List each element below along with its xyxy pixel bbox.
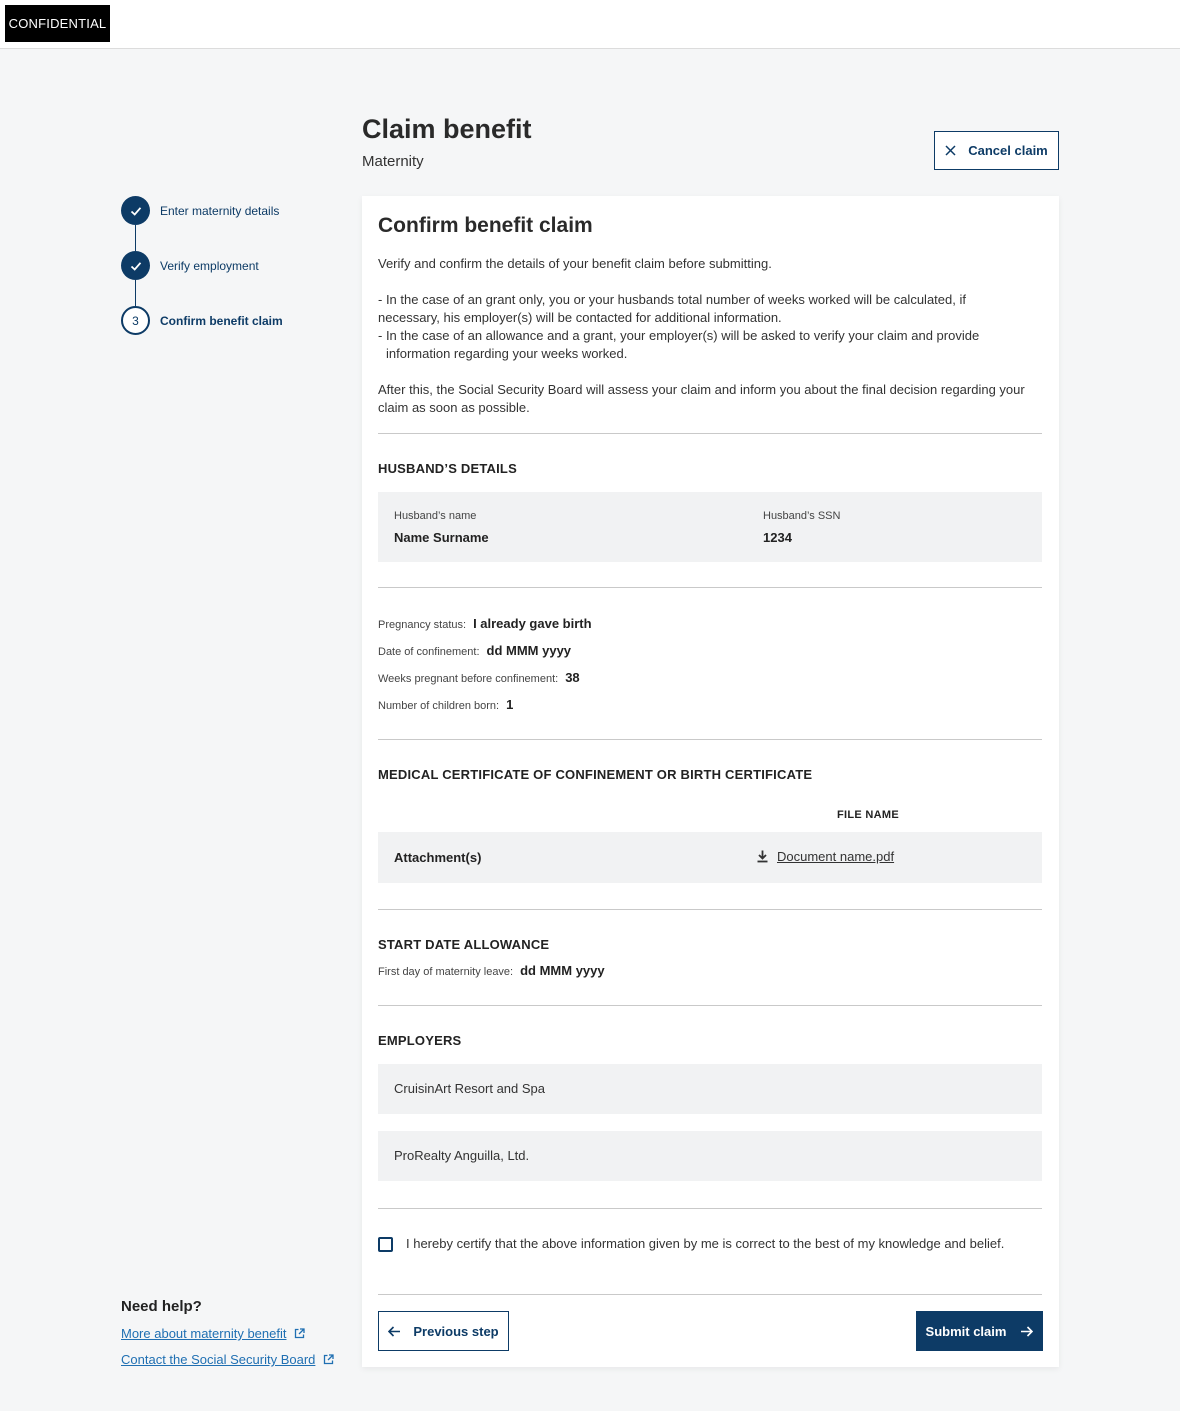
children-born-label: Number of children born: [378, 700, 500, 712]
employer-item [378, 1131, 1042, 1181]
confinement-date-row [378, 643, 571, 658]
confinement-date-label: Date of confinement: [378, 646, 480, 658]
start-date-heading: START DATE ALLOWANCE [378, 937, 550, 952]
external-link-icon [323, 1354, 334, 1365]
arrow-right-icon [1020, 1326, 1033, 1337]
first-day-row [378, 963, 605, 978]
page-title: Claim benefit [362, 114, 532, 144]
husband-name-value: Name Surname [394, 530, 489, 545]
employer-item [378, 1064, 1042, 1114]
divider [378, 1208, 1042, 1209]
weeks-pregnant-row [378, 670, 580, 685]
bullet-grant-line2: necessary, his employer(s) will be contacted for additional information. [378, 310, 782, 325]
confinement-date-value: dd MMM yyyy [486, 643, 572, 658]
cancel-claim-label: Cancel claim [968, 143, 1048, 158]
after-text-line2: claim as soon as possible. [378, 400, 530, 415]
page-subtitle: Maternity [362, 153, 424, 170]
document-download-link[interactable] [757, 849, 894, 864]
stepper-connector [135, 280, 136, 306]
confirm-claim-card [362, 196, 1059, 1367]
close-icon [945, 145, 956, 156]
children-born-value: 1 [506, 697, 514, 712]
certificate-heading: MEDICAL CERTIFICATE OF CONFINEMENT OR BIRTH CERTIFICATE [378, 767, 813, 782]
employers-heading: EMPLOYERS [378, 1033, 462, 1048]
previous-step-button[interactable] [378, 1311, 509, 1351]
attachment-label: Attachment(s) [394, 850, 482, 865]
help-title: Need help? [121, 1298, 202, 1315]
husband-ssn-value: 1234 [763, 530, 792, 545]
submit-claim-label: Submit claim [925, 1323, 1007, 1339]
divider [378, 1294, 1042, 1295]
divider [378, 587, 1042, 588]
bullet-grant-line1: - In the case of an grant only, you or your husbands total number of weeks worked will be calculated, if [378, 292, 966, 307]
step-label: Enter maternity details [160, 203, 280, 218]
stepper-connector [135, 225, 136, 251]
certify-label: I hereby certify that the above information given by me is correct to the best of my knowledge and belief. [406, 1236, 1005, 1251]
husband-details-heading: HUSBAND’S DETAILS [378, 461, 517, 476]
step-number: 3 [121, 306, 150, 335]
external-link-icon [294, 1328, 305, 1339]
confidential-banner: CONFIDENTIAL [5, 5, 110, 42]
bullet-allowance-line1: - In the case of an allowance and a grant, your employer(s) will be asked to verify your claim and provide [378, 328, 980, 343]
step-label: Verify employment [160, 258, 259, 273]
step-confirm-benefit-claim [121, 306, 283, 335]
first-day-label: First day of maternity leave: [378, 966, 514, 978]
divider [378, 433, 1042, 434]
card-title: Confirm benefit claim [378, 214, 593, 237]
weeks-pregnant-label: Weeks pregnant before confinement: [378, 673, 559, 685]
husband-details-panel [378, 492, 1042, 562]
employer-name: ProRealty Anguilla, Ltd. [394, 1148, 530, 1163]
first-day-value: dd MMM yyyy [520, 963, 605, 978]
husband-ssn-label: Husband’s SSN [763, 510, 841, 522]
step-enter-maternity-details[interactable] [121, 196, 279, 225]
husband-name-label: Husband’s name [394, 510, 477, 522]
attachment-row [378, 832, 1042, 883]
after-text-line1: After this, the Social Security Board will assess your claim and inform you about the final decision regarding your [378, 382, 1025, 397]
weeks-pregnant-value: 38 [565, 670, 580, 685]
check-icon [121, 251, 150, 280]
maternity-benefit-link[interactable] [121, 1326, 305, 1341]
step-label: Confirm benefit claim [160, 313, 283, 328]
pregnancy-status-value: I already gave birth [473, 616, 592, 631]
file-name-header: FILE NAME [837, 809, 899, 821]
divider [378, 909, 1042, 910]
intro-text: Verify and confirm the details of your benefit claim before submitting. [378, 256, 772, 271]
step-verify-employment[interactable] [121, 251, 259, 280]
bullet-allowance-line2: information regarding your weeks worked. [386, 346, 628, 361]
arrow-left-icon [388, 1326, 401, 1337]
contact-ssb-link[interactable] [121, 1352, 334, 1367]
children-born-row [378, 697, 513, 712]
employer-name: CruisinArt Resort and Spa [394, 1081, 546, 1096]
divider [378, 1005, 1042, 1006]
certify-checkbox[interactable] [378, 1237, 393, 1252]
pregnancy-status-label: Pregnancy status: [378, 619, 467, 631]
previous-step-label: Previous step [413, 1323, 499, 1339]
download-icon [757, 850, 768, 863]
cancel-claim-button[interactable] [934, 131, 1059, 170]
document-name: Document name.pdf [777, 849, 895, 864]
top-bar [0, 0, 1180, 49]
contact-ssb-link-label: Contact the Social Security Board [121, 1352, 316, 1367]
submit-claim-button[interactable] [916, 1311, 1043, 1351]
maternity-benefit-link-label: More about maternity benefit [121, 1326, 287, 1341]
check-icon [121, 196, 150, 225]
pregnancy-status-row [378, 616, 592, 631]
divider [378, 739, 1042, 740]
